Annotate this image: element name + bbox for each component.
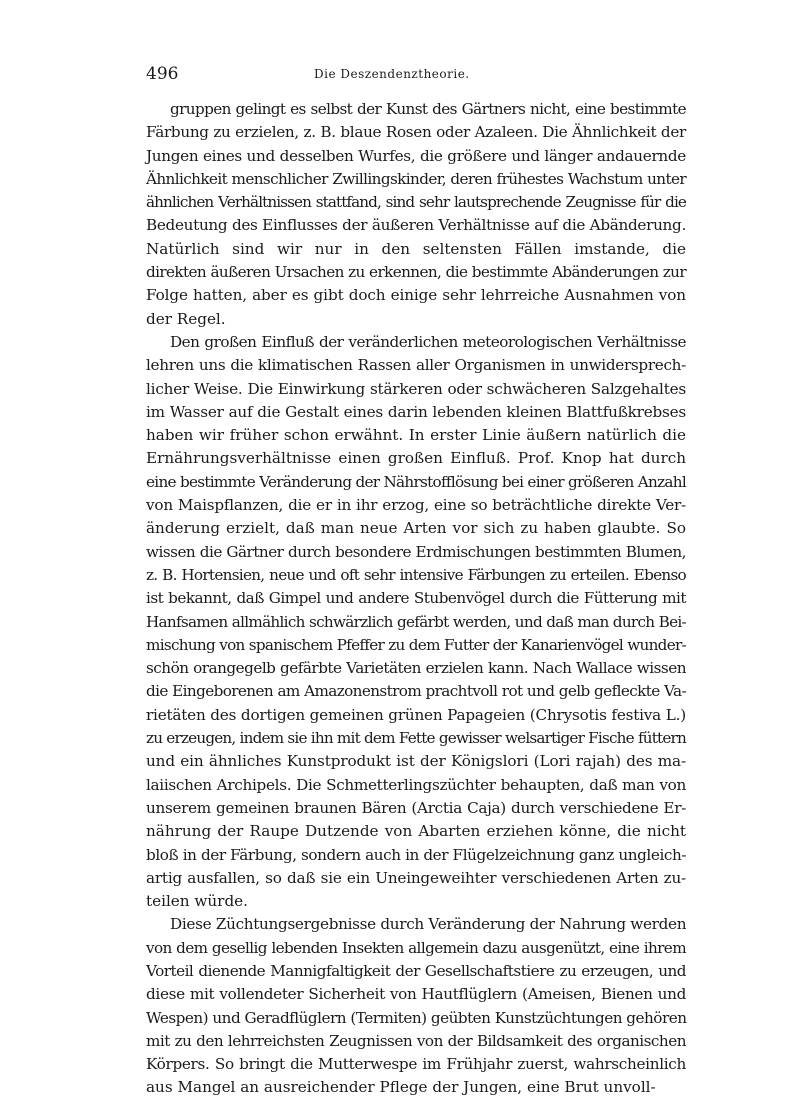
text-line: diese mit vollendeter Sicherheit von Hautflüglern (Ameisen, Bienen und <box>146 985 686 1004</box>
text-line: Folge hatten, aber es gibt doch einige sehr lehrreiche Ausnahmen von <box>146 286 686 305</box>
text-line: zu erzeugen, indem sie ihn mit dem Fette gewisser welsartiger Fische füttern <box>146 729 686 748</box>
text-line: Den großen Einfluß der veränderlichen meteorologischen Verhältnisse <box>170 332 686 351</box>
text-line: ähnlichen Verhältnissen stattfand, sind sehr lautsprechende Zeugnisse für die <box>146 193 686 212</box>
text-line: mit zu den lehrreichsten Zeugnissen von der Bildsamkeit des organischen <box>146 1031 686 1050</box>
text-line: nährung der Raupe Dutzende von Abarten erziehen könne, die nicht <box>146 822 686 841</box>
text-line: gruppen gelingt es selbst der Kunst des Gärtners nicht, eine bestimmte <box>170 100 686 118</box>
page-number: 496 <box>146 64 179 84</box>
text-line: im Wasser auf die Gestalt eines darin lebenden kleinen Blattfußkrebses <box>146 402 686 421</box>
text-line: ist bekannt, daß Gimpel und andere Stubenvögel durch die Fütterung mit <box>146 589 686 608</box>
text-line: von Maispflanzen, die er in ihr erzog, eine so beträchtliche direkte Ver- <box>146 496 686 515</box>
text-line: Jungen eines und desselben Wurfes, die größere und länger andauernde <box>146 146 686 165</box>
body-text <box>146 98 686 1100</box>
text-line: Ernährungsverhältnisse einen großen Einfluß. Prof. Knop hat durch <box>146 449 686 468</box>
text-line: der Regel. <box>146 309 226 328</box>
page-header <box>146 62 686 86</box>
text-line: licher Weise. Die Einwirkung stärkeren oder schwächeren Salzgehaltes <box>146 379 686 398</box>
text-line: haben wir früher schon erwähnt. In erster Linie äußern natürlich die <box>146 426 686 445</box>
paragraph <box>146 98 686 331</box>
text-line: Diese Züchtungsergebnisse durch Veränderung der Nahrung werden <box>170 915 687 934</box>
text-line: teilen würde. <box>146 892 248 911</box>
text-line: schön orangegelb gefärbte Varietäten erzielen kann. Nach Wallace wissen <box>146 659 686 678</box>
paragraph <box>146 331 686 913</box>
text-line: mischung von spanischem Pfeffer zu dem Futter der Kanarienvögel wunder- <box>146 635 686 654</box>
running-title: Die Deszendenztheorie. <box>314 67 470 81</box>
text-line: bloß in der Färbung, sondern auch in der Flügelzeichnung ganz ungleich- <box>146 845 687 864</box>
text-line: Bedeutung des Einflusses der äußeren Verhältnisse auf die Abänderung. <box>146 216 686 235</box>
text-line: direkten äußeren Ursachen zu erkennen, die bestimmte Abänderungen zur <box>146 263 686 282</box>
text-line: Ähnlichkeit menschlicher Zwillingskinder, deren frühestes Wachstum unter <box>146 169 686 188</box>
text-line: eine bestimmte Veränderung der Nährstofflösung bei einer größeren Anzahl <box>146 472 686 491</box>
text-line: lehren uns die klimatischen Rassen aller Organismen in unwidersprech- <box>146 356 686 375</box>
text-line: artig ausfallen, so daß sie ein Uneingeweihter verschiedenen Arten zu- <box>146 868 686 887</box>
text-line: von dem gesellig lebenden Insekten allgemein dazu ausgenützt, eine ihrem <box>146 938 686 957</box>
text-line: rietäten des dortigen gemeinen grünen Papageien (Chrysotis festiva L.) <box>146 705 686 724</box>
text-line: wissen die Gärtner durch besondere Erdmischungen bestimmten Blumen, <box>146 542 686 561</box>
text-line: die Eingeborenen am Amazonenstrom prachtvoll rot und gelb gefleckte Va- <box>146 682 686 701</box>
text-line: Körpers. So bringt die Mutterwespe im Frühjahr zuerst, wahrscheinlich <box>146 1055 686 1074</box>
text-line: laiischen Archipels. Die Schmetterlingszüchter behaupten, daß man von <box>146 775 686 794</box>
text-line: z. B. Hortensien, neue und oft sehr intensive Färbungen zu erteilen. Ebenso <box>146 565 686 584</box>
text-line: Vorteil dienende Mannigfaltigkeit der Gesellschaftstiere zu erzeugen, und <box>146 961 686 980</box>
text-line: unserem gemeinen braunen Bären (Arctia Caja) durch verschiedene Er- <box>146 798 686 817</box>
text-line: und ein ähnliches Kunstprodukt ist der Königslori (Lori rajah) des ma- <box>146 752 686 771</box>
text-line: aus Mangel an ausreichender Pflege der Jungen, eine Brut unvoll- <box>146 1078 656 1097</box>
text-line: Färbung zu erzielen, z. B. blaue Rosen oder Azaleen. Die Ähnlichkeit der <box>146 123 686 142</box>
paragraph <box>146 913 686 1099</box>
text-line: änderung erzielt, daß man neue Arten vor sich zu haben glaubte. So <box>146 519 686 538</box>
text-line: Natürlich sind wir nur in den seltensten Fällen imstande, die <box>146 239 686 258</box>
text-line: Wespen) und Geradflüglern (Termiten) geübten Kunstzüchtungen gehören <box>146 1008 687 1027</box>
text-line: Hanfsamen allmählich schwärzlich gefärbt werden, und daß man durch Bei- <box>146 612 686 631</box>
